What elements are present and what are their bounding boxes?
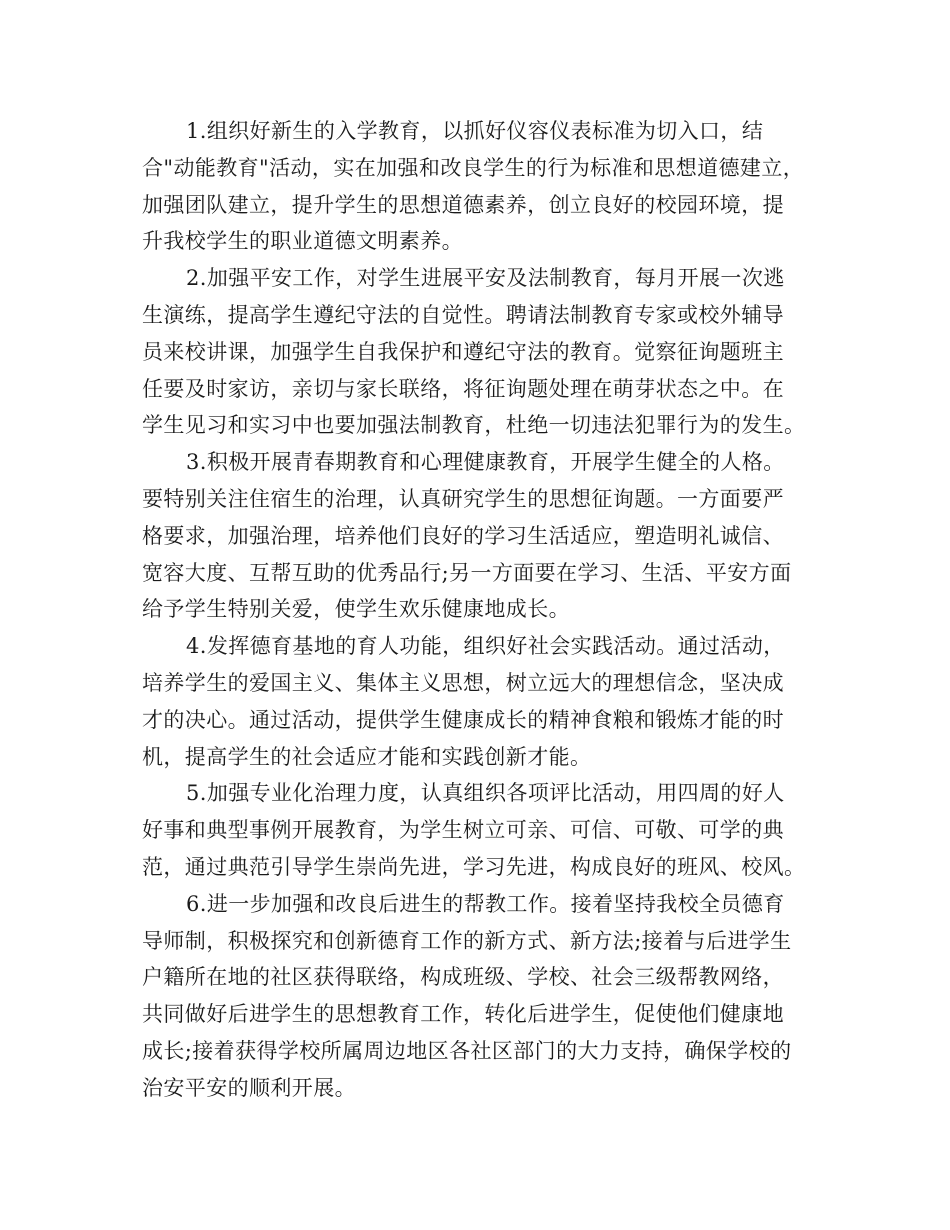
paragraph-4: [142, 628, 810, 775]
text-line: 要特别关注住宿生的治理，认真研究学生的思想征询题。一方面要严: [142, 486, 784, 511]
text-line: 升我校学生的职业道德文明素养。: [142, 229, 463, 254]
text-line: 好事和典型事例开展教育，为学生树立可亲、可信、可敬、可学的典: [142, 818, 784, 843]
text-line: 4.发挥德育基地的育人功能，组织好社会实践活动。通过活动，: [186, 634, 785, 659]
text-line: 才的决心。通过活动，提供学生健康成长的精神食粮和锻炼才能的时: [142, 707, 784, 732]
text-line: 加强团队建立，提升学生的思想道德素养，创立良好的校园环境，提: [142, 192, 784, 217]
text-line: 格要求，加强治理，培养他们良好的学习生活适应，塑造明礼诚信、: [142, 523, 784, 548]
text-line: 6.进一步加强和改良后进生的帮教工作。接着坚持我校全员德育: [186, 891, 785, 916]
paragraph-6: [142, 886, 810, 1107]
paragraph-5: [142, 775, 810, 885]
text-line: 成长;接着获得学校所属周边地区各社区部门的大力支持，确保学校的: [142, 1038, 792, 1063]
text-line: 学生见习和实习中也要加强法制教育，杜绝一切违法犯罪行为的发生。: [142, 413, 806, 438]
text-line: 1.组织好新生的入学教育，以抓好仪容仪表标准为切入口，结: [186, 119, 764, 143]
text-line: 机，提高学生的社会适应才能和实践创新才能。: [142, 744, 592, 769]
text-line: 治安平安的顺利开展。: [142, 1075, 356, 1100]
text-line: 2.加强平安工作，对学生进展平安及法制教育，每月开展一次逃: [186, 266, 785, 291]
text-line: 范，通过典范引导学生崇尚先进，学习先进，构成良好的班风、校风。: [142, 854, 806, 879]
text-line: 培养学生的爱国主义、集体主义思想，树立远大的理想信念，坚决成: [142, 670, 784, 695]
text-line: 生演练，提高学生遵纪守法的自觉性。聘请法制教育专家或校外辅导: [142, 302, 784, 327]
text-line: 给予学生特别关爱，使学生欢乐健康地成长。: [142, 597, 570, 622]
paragraph-3: [142, 444, 810, 628]
text-line: 3.积极开展青春期教育和心理健康教育，开展学生健全的人格。: [186, 450, 785, 475]
text-line: 任要及时家访，亲切与家长联络，将征询题处理在萌芽状态之中。在: [142, 376, 784, 401]
text-line: 员来校讲课，加强学生自我保护和遵纪守法的教育。觉察征询题班主: [142, 339, 784, 364]
paragraph-2: [142, 260, 810, 444]
text-line: 户籍所在地的社区获得联络，构成班级、学校、社会三级帮教网络，: [142, 965, 784, 990]
document-body: [142, 113, 810, 1107]
text-line: 合"动能教育"活动，实在加强和改良学生的行为标准和思想道德建立，: [142, 155, 805, 180]
text-line: 导师制，积极探究和创新德育工作的新方式、新方法;接着与后进学生: [142, 928, 792, 953]
text-line: 共同做好后进学生的思想教育工作，转化后进学生，促使他们健康地: [142, 1002, 784, 1027]
text-line: 宽容大度、互帮互助的优秀品行;另一方面要在学习、生活、平安方面: [142, 560, 792, 585]
text-line: 5.加强专业化治理力度，认真组织各项评比活动，用四周的好人: [186, 781, 785, 806]
paragraph-1: [142, 113, 810, 260]
